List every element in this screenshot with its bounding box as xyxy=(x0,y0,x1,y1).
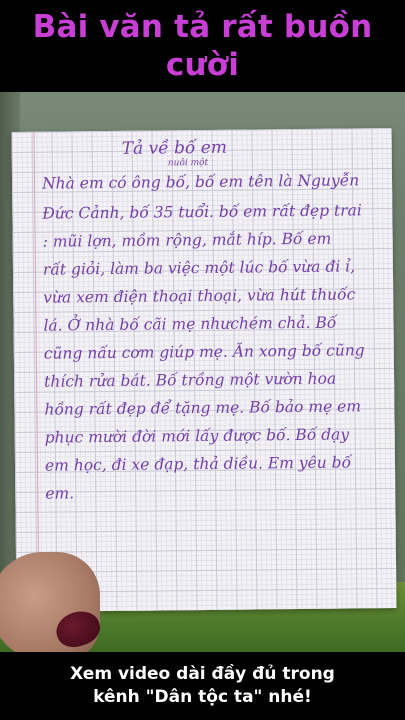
title-line-2: cười xyxy=(165,47,240,83)
essay-line: phục mười đời mới lấy được bố. Bố dạy xyxy=(44,425,350,447)
essay-line: lá. Ở nhà bố cãi mẹ nhưchém chả. Bố xyxy=(43,313,337,335)
notebook-photo xyxy=(0,92,405,652)
title-line-1: Bài văn tả rất buồn xyxy=(32,9,373,45)
essay-line: em. xyxy=(45,484,75,503)
essay-line: rất giỏi, làm ba việc một lúc bố vừa đi ỉ, xyxy=(42,257,356,279)
essay-line: : mũi lợn, mồm rộng, mắt híp. Bố em xyxy=(42,229,332,251)
essay-title: Tả về bố em xyxy=(121,137,227,159)
notebook-page xyxy=(11,128,396,612)
essay-line: Đức Cảnh, bố 35 tuổi. bố em rất đẹp trai xyxy=(42,201,362,223)
essay-line: hồng rất đẹp để tặng mẹ. Bố bảo mẹ em xyxy=(44,397,362,419)
essay-line: thích rửa bát. Bố trồng một vườn hoa xyxy=(44,369,337,391)
essay-line: em học, đi xe đạp, thả diều. Em yêu bố xyxy=(44,453,352,475)
essay-line: vừa xem điện thoại thoại, vừa hút thuốc xyxy=(43,285,356,307)
title-banner xyxy=(0,0,405,92)
caption-banner xyxy=(0,652,405,720)
caption-line-2: kênh "Dân tộc ta" nhé! xyxy=(93,687,312,707)
essay-title-note: nuôi một xyxy=(167,157,209,169)
essay-line: cũng nấu cơm giúp mẹ. Ăn xong bố cũng xyxy=(43,341,365,363)
caption-line-1: Xem video dài đầy đủ trong xyxy=(70,664,335,684)
handwritten-essay xyxy=(11,128,396,612)
essay-line: Nhà em có ông bố, bố em tên là Nguyễn xyxy=(41,171,360,193)
